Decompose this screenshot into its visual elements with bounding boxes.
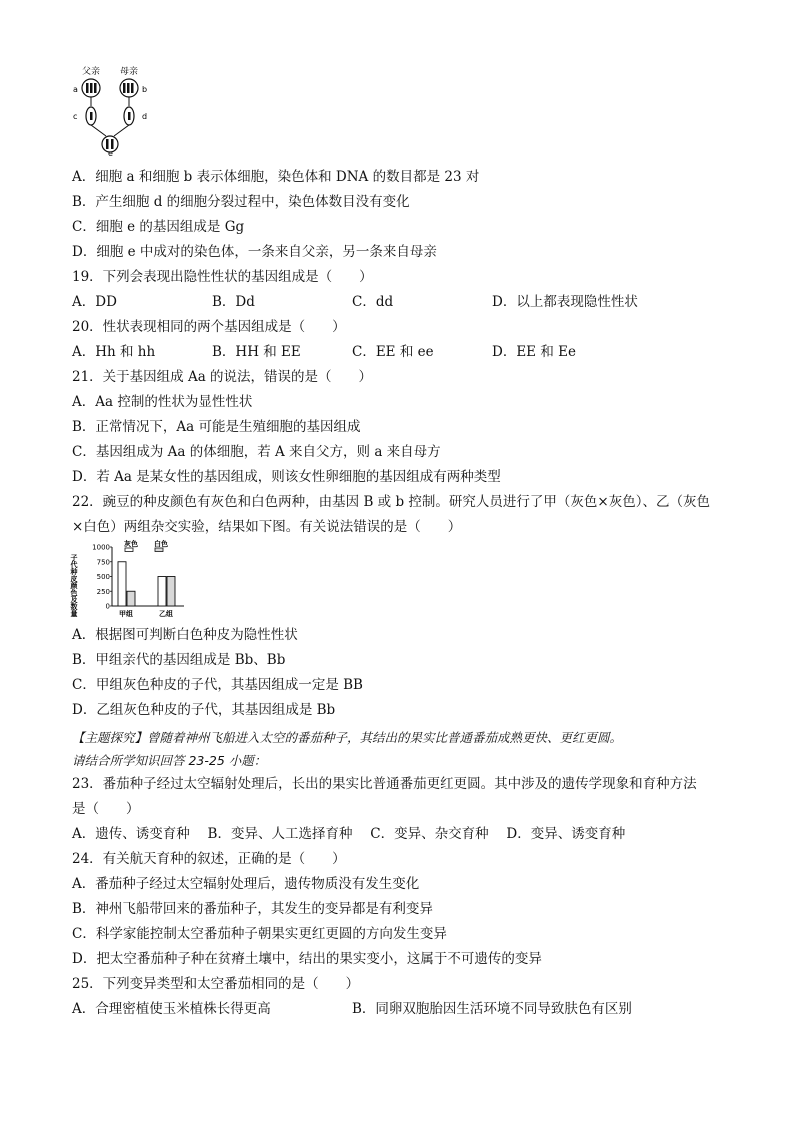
q20-stem: 20．性状表现相同的两个基因组成是（ ） bbox=[72, 319, 346, 335]
q20-option-c: C．EE 和 ee bbox=[352, 344, 434, 360]
y-tick-label: 250 bbox=[96, 587, 110, 596]
q24-stem: 24．有关航天育种的叙述，正确的是（ ） bbox=[72, 851, 346, 867]
cell-a-label: a bbox=[73, 85, 78, 94]
x-tick-label: 乙组 bbox=[159, 610, 173, 618]
mother-label: 母亲 bbox=[120, 67, 139, 77]
q24-option-d: D．把太空番茄种子种在贫瘠土壤中，结出的果实变小，这属于不可遗传的变异 bbox=[72, 951, 542, 967]
cell-c-label: c bbox=[73, 112, 78, 121]
chart-ylabel: 子代种皮颜色及数量 bbox=[70, 554, 78, 617]
q19-option-c: C．dd bbox=[352, 294, 394, 310]
q18-option-b: B．产生细胞 d 的细胞分裂过程中，染色体数目没有变化 bbox=[72, 194, 410, 210]
q19-option-d: D．以上都表现隐性性状 bbox=[492, 294, 638, 310]
theme-intro-line2: 请结合所学知识回答 23-25 小题： bbox=[72, 753, 267, 768]
q22-stem-line1: 22．豌豆的种皮颜色有灰色和白色两种，由基因 B 或 b 控制。研究人员进行了甲（灰色×灰色）、乙（灰色 bbox=[72, 494, 710, 510]
q24-option-a: A．番茄种子经过太空辐射处理后，遗传物质没有发生变化 bbox=[72, 876, 420, 892]
q22-stem-line2: ×白色）两组杂交实验，结果如下图。有关说法错误的是（ ） bbox=[72, 519, 462, 535]
q25-stem: 25．下列变异类型和太空番茄相同的是（ ） bbox=[72, 976, 360, 992]
q18-option-d: D．细胞 e 中成对的染色体，一条来自父亲，另一条来自母亲 bbox=[72, 244, 437, 260]
x-tick-label: 甲组 bbox=[119, 610, 133, 618]
q19-stem: 19．下列会表现出隐性性状的基因组成是（ ） bbox=[72, 269, 373, 285]
bar-乙组-白色 bbox=[167, 577, 175, 607]
q22-option-a: A．根据图可判断白色种皮为隐性性状 bbox=[72, 627, 298, 643]
q21-option-c: C．基因组成为 Aa 的体细胞，若 A 来自父方，则 a 来自母方 bbox=[72, 444, 441, 460]
legend-label: 白色 bbox=[154, 540, 168, 548]
legend-swatch bbox=[125, 548, 133, 552]
q19-option-b: B．Dd bbox=[212, 294, 255, 310]
q22-option-b: B．甲组亲代的基因组成是 Bb、Bb bbox=[72, 652, 286, 668]
q25-option-b: B．同卵双胞胎因生活环境不同导致肤色有区别 bbox=[352, 1001, 632, 1017]
q23-stem-line1: 23．番茄种子经过太空辐射处理后，长出的果实比普通番茄更红更圆。其中涉及的遗传学现象和育种方法 bbox=[72, 776, 697, 792]
q21-option-b: B．正常情况下，Aa 可能是生殖细胞的基因组成 bbox=[72, 419, 361, 435]
legend-label: 灰色 bbox=[124, 540, 138, 548]
y-tick-label: 500 bbox=[96, 573, 110, 581]
q18-option-a: A．细胞 a 和细胞 b 表示体细胞，染色体和 DNA 的数目都是 23 对 bbox=[72, 169, 480, 185]
q22-option-d: D．乙组灰色种皮的子代，其基因组成是 Bb bbox=[72, 702, 336, 718]
q21-option-a: A．Aa 控制的性状为显性性状 bbox=[72, 394, 253, 410]
legend-swatch bbox=[155, 548, 163, 552]
q20-option-d: D．EE 和 Ee bbox=[492, 344, 576, 360]
q22-option-c: C．甲组灰色种皮的子代，其基因组成一定是 BB bbox=[72, 677, 363, 693]
q25-option-a: A．合理密植使玉米植株长得更高 bbox=[72, 1001, 271, 1017]
bar-乙组-灰色 bbox=[158, 577, 166, 607]
cell-e-label: e bbox=[108, 149, 113, 158]
cell-d-label: d bbox=[142, 112, 148, 121]
q18-option-c: C．细胞 e 的基因组成是 Gg bbox=[72, 219, 245, 235]
y-tick-label: 1000 bbox=[92, 543, 110, 552]
y-tick-label: 750 bbox=[96, 558, 110, 567]
cell-division-diagram bbox=[66, 64, 166, 160]
q20-option-b: B．HH 和 EE bbox=[212, 344, 301, 360]
q24-option-c: C．科学家能控制太空番茄种子朝果实更红更圆的方向发生变异 bbox=[72, 926, 447, 942]
father-label: 父亲 bbox=[82, 67, 101, 77]
q23-stem-line2: 是（ ） bbox=[72, 801, 140, 817]
q21-stem: 21．关于基因组成 Aa 的说法，错误的是（ ） bbox=[72, 369, 373, 385]
q23-options: A．遗传、诱变育种 B．变异、人工选择育种 C．变异、杂交育种 D．变异、诱变育种 bbox=[72, 826, 626, 842]
q21-option-d: D．若 Aa 是某女性的基因组成，则该女性卵细胞的基因组成有两种类型 bbox=[72, 469, 501, 485]
bar-甲组-灰色 bbox=[118, 562, 126, 606]
q19-option-a: A．DD bbox=[72, 294, 117, 310]
q24-option-b: B．神州飞船带回来的番茄种子，其发生的变异都是有利变异 bbox=[72, 901, 433, 917]
q20-option-a: A．Hh 和 hh bbox=[72, 344, 156, 360]
bar-甲组-白色 bbox=[127, 591, 135, 606]
theme-intro-line1: 【主题探究】曾随着神州飞船进入太空的番茄种子，其结出的果实比普通番茄成熟更快、更红更圆。 bbox=[72, 730, 623, 745]
seed-color-bar-chart bbox=[72, 540, 192, 620]
y-tick-label: 0 bbox=[105, 602, 110, 611]
cell-b-label: b bbox=[142, 85, 148, 94]
